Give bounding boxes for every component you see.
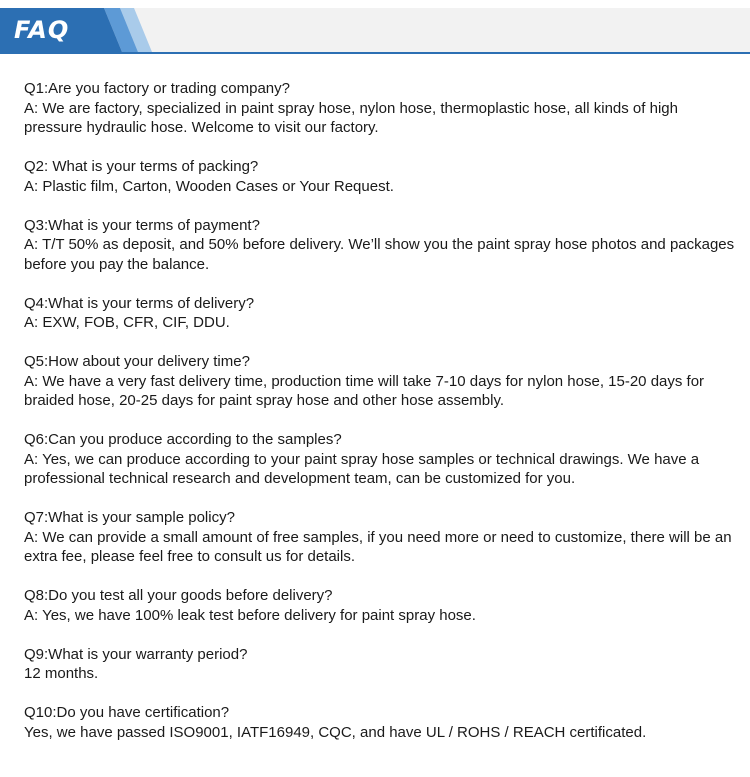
faq-question: Q6:Can you produce according to the samples?	[24, 431, 342, 448]
faq-item	[24, 79, 736, 138]
faq-question: Q1:Are you factory or trading company?	[24, 80, 290, 97]
faq-question: Q9:What is your warranty period?	[24, 645, 248, 663]
page-title: FAQ	[14, 16, 70, 44]
faq-question: Q7:What is your sample policy?	[24, 509, 235, 526]
faq-item	[24, 157, 736, 196]
faq-item	[24, 294, 736, 333]
faq-question: Q2: What is your terms of packing?	[24, 158, 259, 175]
faq-answer: A: EXW, FOB, CFR, CIF, DDU.	[24, 314, 230, 331]
faq-question: Q5:How about your delivery time?	[24, 353, 250, 370]
faq-item	[24, 430, 736, 489]
faq-answer: A: We are factory, specialized in paint spray hose, nylon hose, thermoplastic hose, all kinds of high pressure hydraulic hose. Welcome to visit our factory.	[24, 99, 678, 136]
faq-question: Q8:Do you test all your goods before delivery?	[24, 587, 333, 604]
faq-answer: A: T/T 50% as deposit, and 50% before delivery. We’ll show you the paint spray hose photos and packages before you pay the balance.	[24, 236, 735, 273]
faq-header	[0, 8, 750, 54]
faq-item	[24, 216, 736, 275]
faq-answer: Yes, we have passed ISO9001, IATF16949, CQC, and have UL / ROHS / REACH certificated.	[24, 723, 647, 741]
faq-answer: A: Yes, we can produce according to your paint spray hose samples or technical drawings. We have a professional technical research and development team, can be customized for you.	[24, 450, 700, 487]
faq-answer: 12 months.	[24, 665, 99, 682]
faq-item	[24, 645, 736, 684]
faq-item	[24, 703, 736, 742]
faq-answer: A: Plastic film, Carton, Wooden Cases or Your Request.	[24, 177, 394, 195]
faq-question: Q4:What is your terms of delivery?	[24, 294, 255, 312]
faq-answer: A: Yes, we have 100% leak test before delivery for paint spray hose.	[24, 606, 476, 624]
faq-question: Q3:What is your terms of payment?	[24, 216, 260, 234]
faq-answer: A: We have a very fast delivery time, production time will take 7-10 days for nylon hose, 15-20 days for braided hose, 20-25 days for paint spray hose and other hose assembly.	[24, 372, 705, 409]
faq-question: Q10:Do you have certification?	[24, 704, 230, 721]
faq-answer: A: We can provide a small amount of free samples, if you need more or need to customize, there will be an extra fee, please feel free to consult us for details.	[24, 528, 732, 565]
faq-list	[24, 79, 736, 762]
faq-item	[24, 586, 736, 625]
faq-item	[24, 352, 736, 411]
faq-item	[24, 508, 736, 567]
